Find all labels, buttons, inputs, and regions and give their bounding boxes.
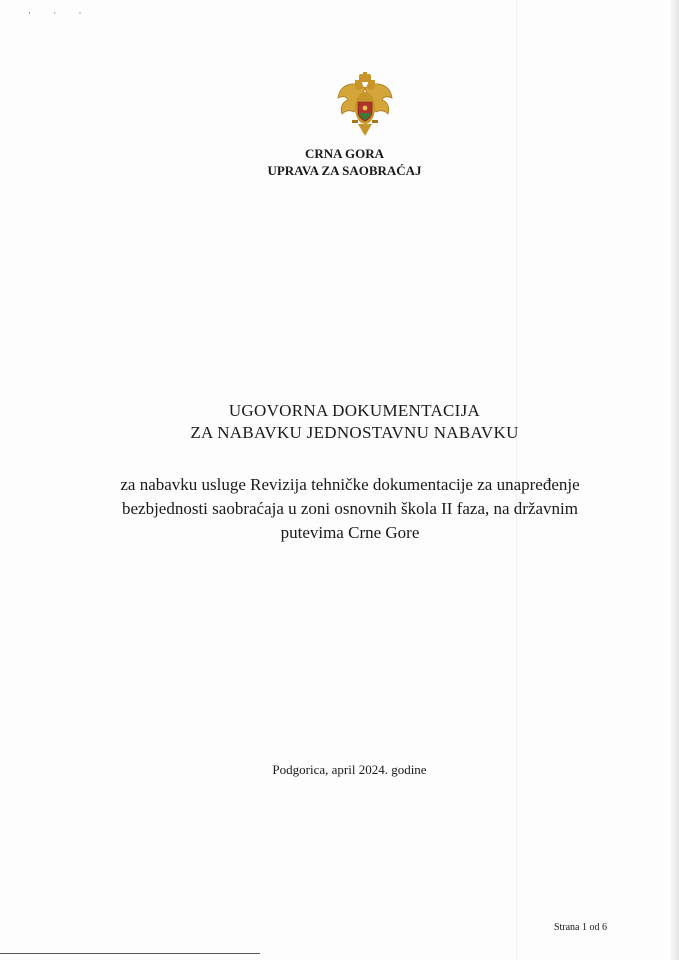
place-and-date: Podgorica, april 2024. godine bbox=[272, 762, 427, 777]
scan-artifact: · · · bbox=[28, 8, 92, 18]
subject-line-3: putevima Crne Gore bbox=[280, 523, 420, 542]
subject-line-2: bezbjednosti saobraćaja u zoni osnovnih škola II faza, na državnim bbox=[121, 499, 578, 518]
subject-line-1: za nabavku usluge Revizija tehničke dokumentacije za unapređenje bbox=[120, 475, 580, 494]
scan-edge-shadow bbox=[669, 0, 679, 960]
page-number: Strana 1 od 6 bbox=[553, 922, 607, 933]
document-title-line-2: ZA NABAVKU JEDNOSTAVNU NABAVKU bbox=[190, 423, 519, 442]
agency-name: UPRAVA ZA SAOBRAĆAJ bbox=[267, 163, 422, 178]
document-title-line-1: UGOVORNA DOKUMENTACIJA bbox=[228, 401, 481, 420]
country-name: CRNA GORA bbox=[304, 146, 385, 161]
coat-of-arms-icon bbox=[336, 72, 394, 138]
procurement-subject bbox=[80, 473, 620, 545]
scan-bottom-rule bbox=[0, 953, 260, 954]
